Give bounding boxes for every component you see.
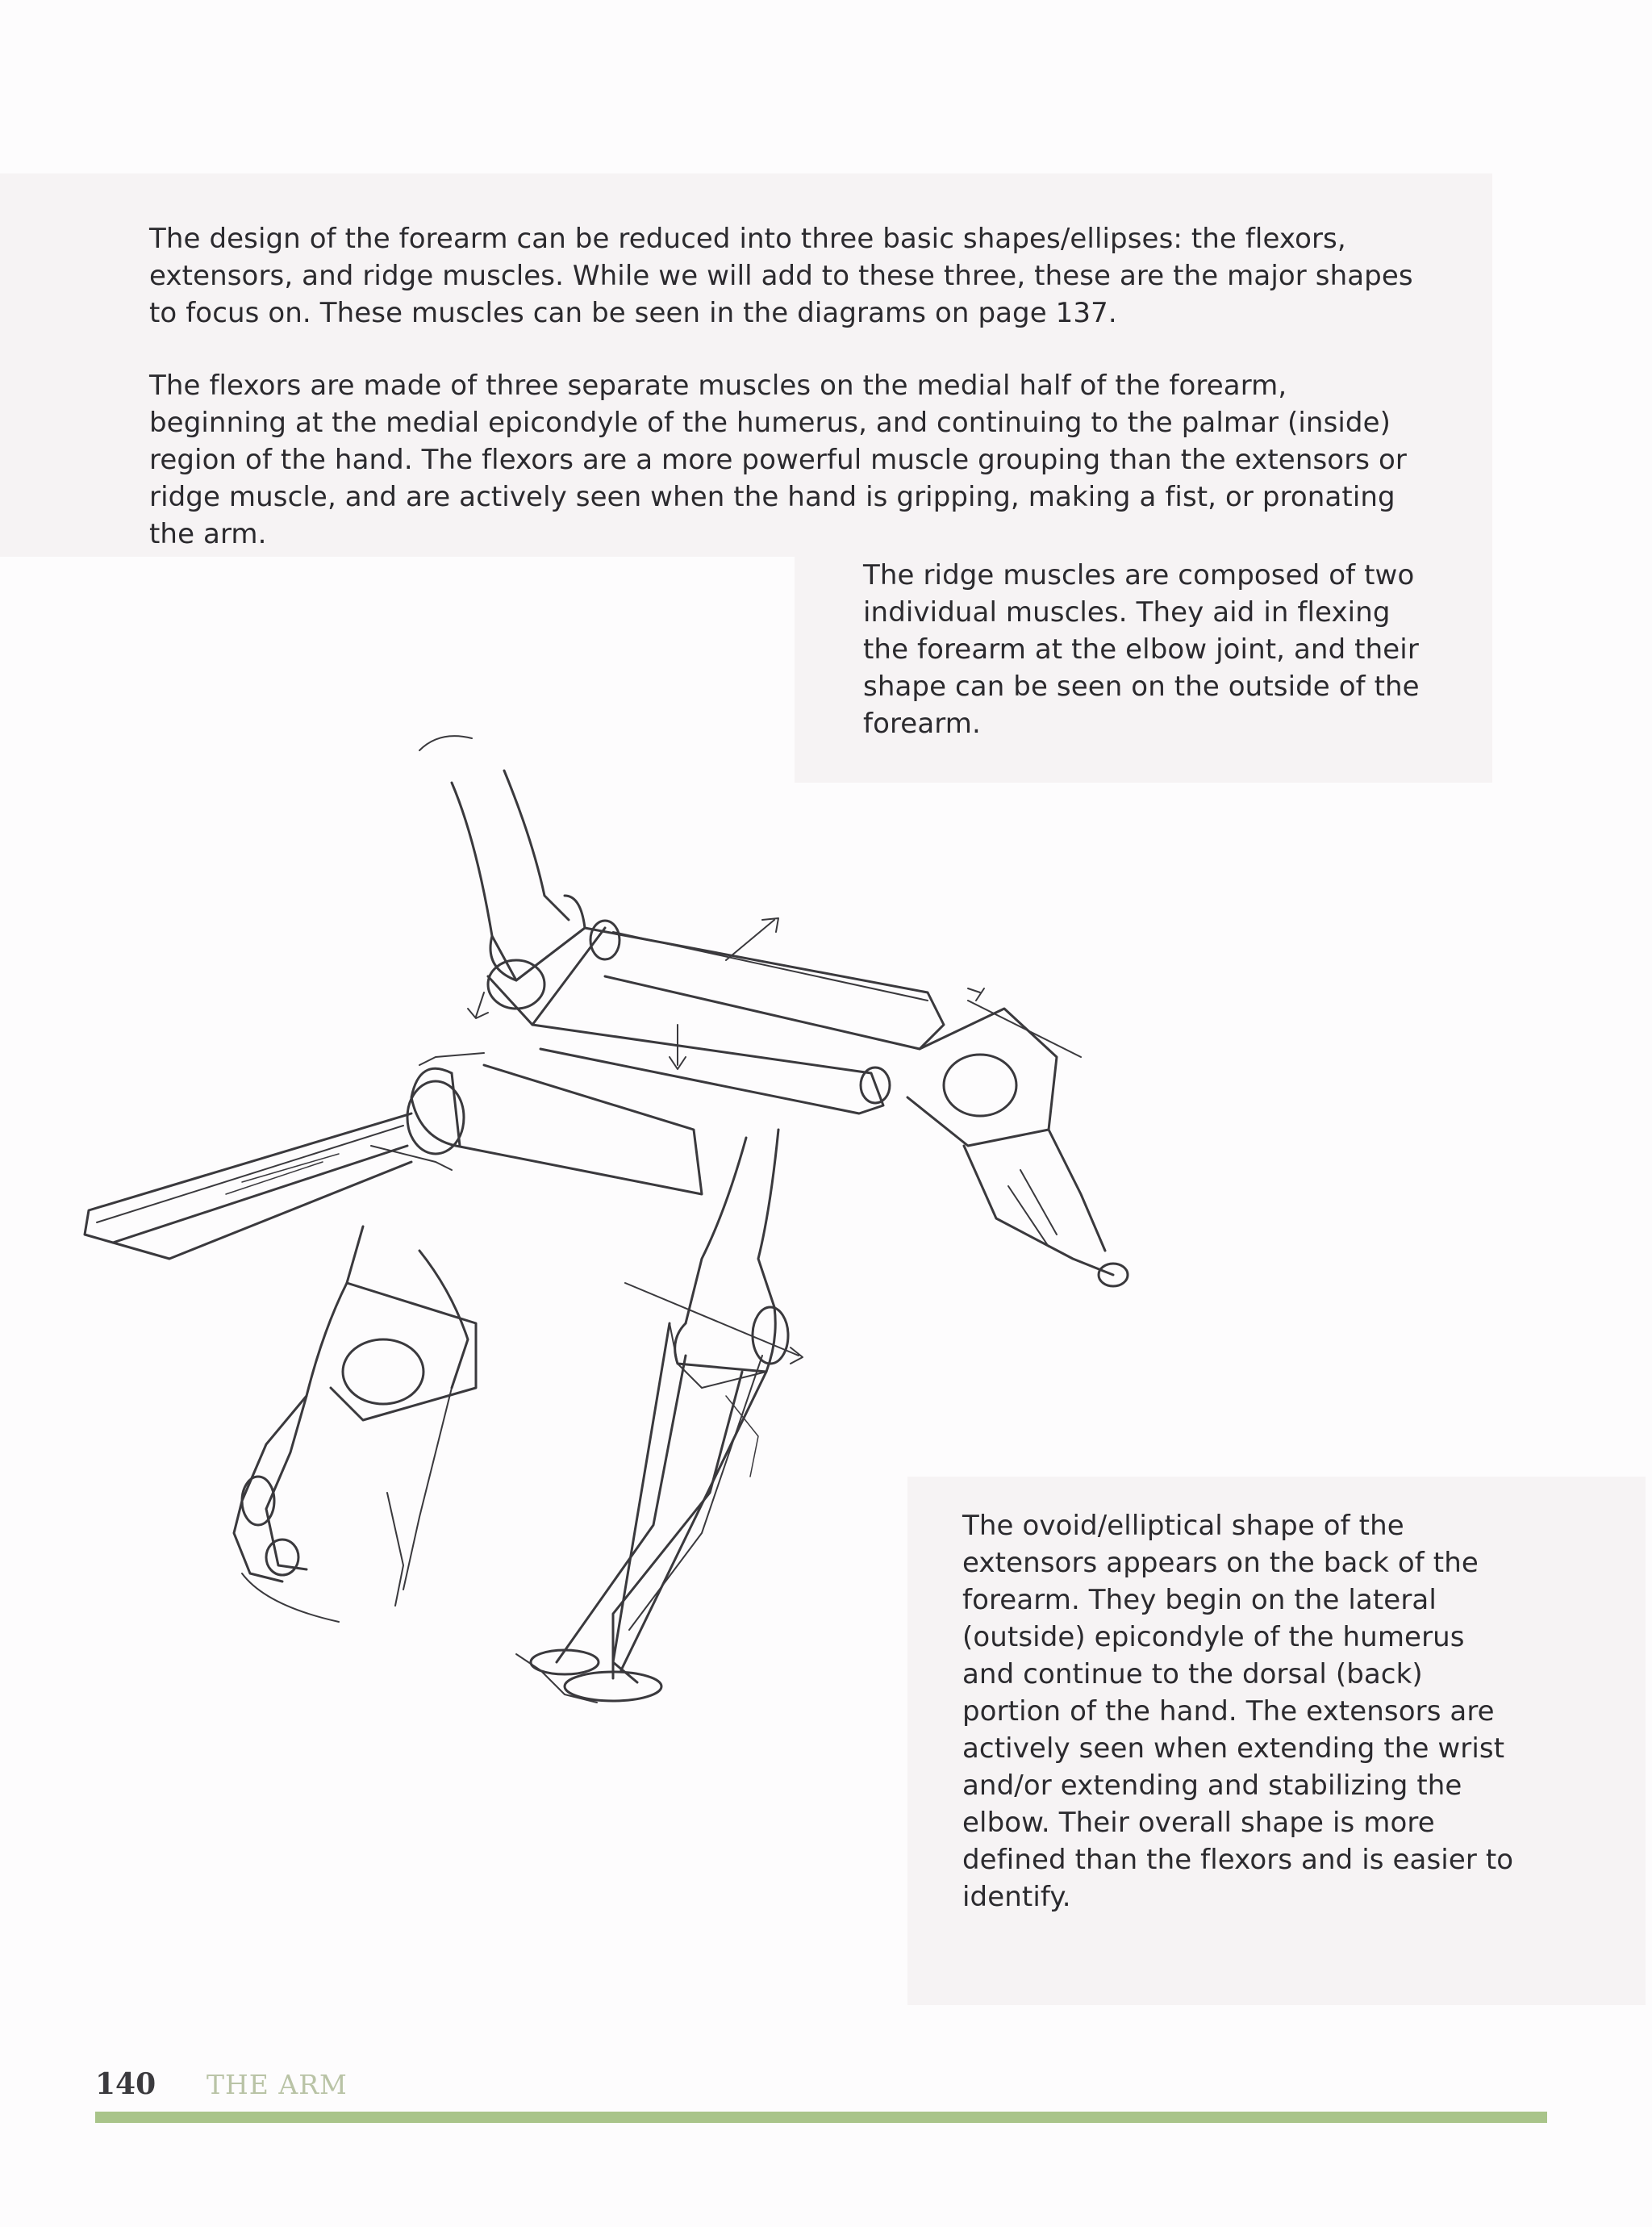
ridge-paragraph: The ridge muscles are composed of two individual muscles. They aid in flexing the forearm at the elbow joint, and their shape can be seen on the outside of the forearm. [863, 559, 1420, 740]
extensors-paragraph: The ovoid/elliptical shape of the extensors appears on the back of the forearm. They begin on the lateral (outside) epicondyle of the humerus and continue to the dorsal (back) portion of the hand. The extensors are actively seen when extending the wrist and/or extending and stabilizing the elbow. Their overall shape is more defined than the flexors and is easier to identify. [962, 1510, 1514, 1913]
intro-paragraph: The design of the forearm can be reduced into three basic shapes/ellipses: the flexors, extensors, and ridge muscles. While we will add to these three, these are the major shapes to focus on. These muscles can be seen in the diagrams on page 137. [149, 223, 1413, 329]
section-title: THE ARM [206, 2069, 348, 2100]
page-number: 140 [95, 2067, 156, 2101]
flexors-paragraph: The flexors are made of three separate muscles on the medial half of the forearm, beginning at the medial epicondyle of the humerus, and continuing to the palmar (inside) region of the hand. The flexors are a more powerful muscle grouping than the extensors or ridge muscle, and are actively seen when the hand is gripping, making a fist, or pronating the arm. [149, 370, 1407, 550]
footer-rule [95, 2112, 1547, 2123]
